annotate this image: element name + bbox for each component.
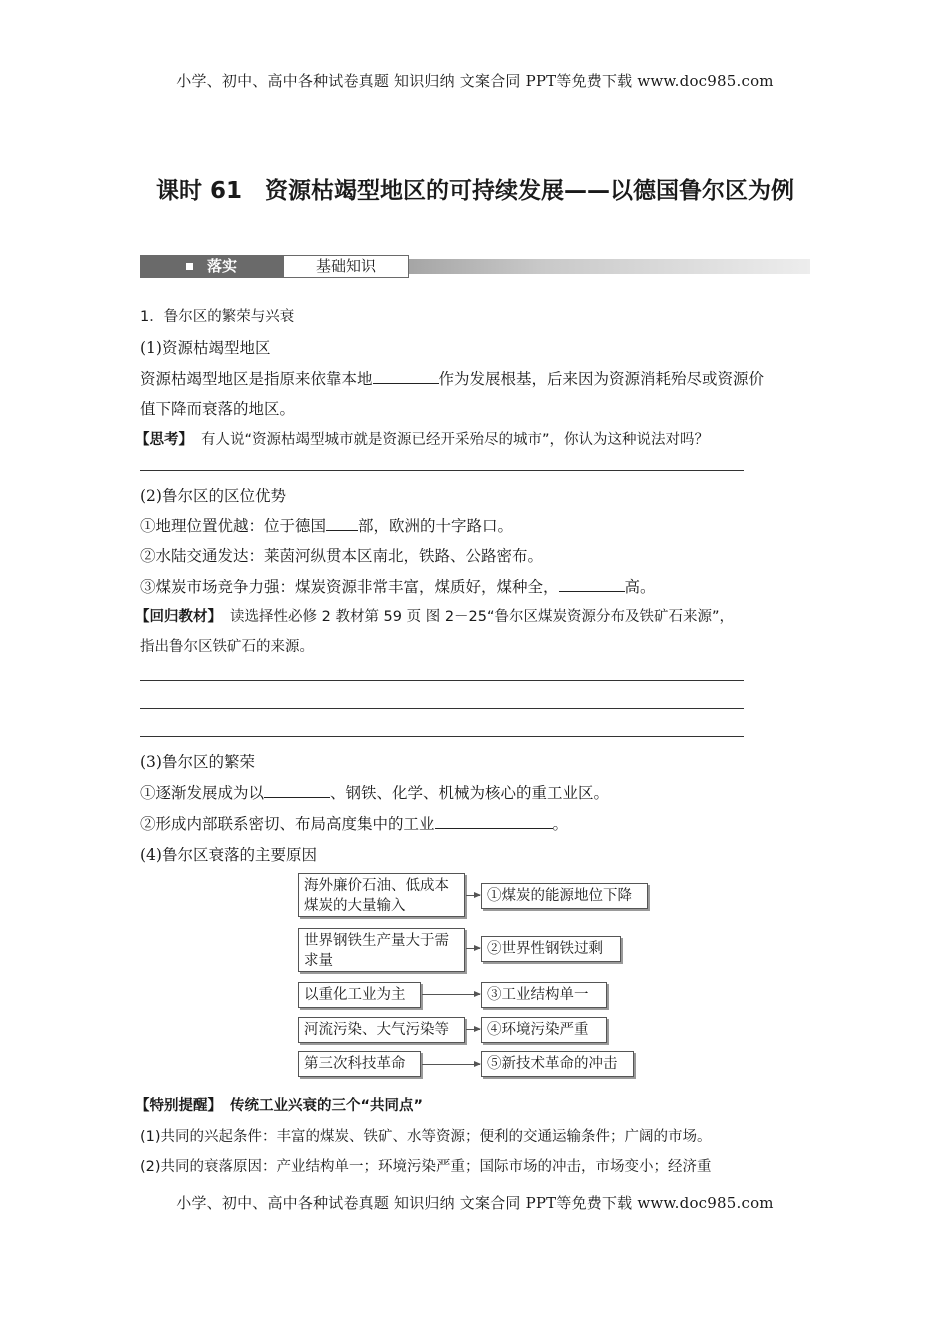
sub2-heading: (2)鲁尔区的区位优势: [140, 487, 286, 505]
answer-line[interactable]: [140, 470, 744, 471]
fill-blank[interactable]: [373, 369, 439, 384]
sub1-heading: (1)资源枯竭型地区: [140, 339, 271, 357]
textbook-label: 【回归教材】: [135, 609, 222, 625]
textbook-line-1: [135, 605, 734, 626]
flow-arrow-5: [422, 1064, 480, 1065]
banner-tag-primary-label: 落实: [206, 257, 237, 275]
reminder-item-1: (1)共同的兴起条件：丰富的煤炭、铁矿、水等资源；便利的交通运输条件；广阔的市场。: [140, 1129, 712, 1145]
page-title: 课时 61 资源枯竭型地区的可持续发展——以德国鲁尔区为例: [155, 178, 794, 204]
fill-blank[interactable]: [264, 783, 330, 798]
sub3-item-2-a: ②形成内部联系密切、布局高度集中的工业: [140, 815, 435, 833]
flow-cause-1: 海外廉价石油、低成本煤炭的大量输入: [298, 873, 465, 917]
sub3-item-1-b: 、钢铁、化学、机械为核心的重工业区。: [330, 784, 610, 802]
section-1-heading: 1．鲁尔区的繁荣与兴衰: [140, 309, 295, 325]
flow-effect-3: ③工业结构单一: [481, 982, 607, 1008]
answer-line[interactable]: [140, 680, 744, 681]
answer-line[interactable]: [140, 736, 744, 737]
page-header: 小学、初中、高中各种试卷真题 知识归纳 文案合同 PPT等免费下载 www.doc985.com: [176, 72, 774, 90]
sub2-item-1-b: 部，欧洲的十字路口。: [358, 517, 514, 535]
flow-cause-4: 河流污染、大气污染等: [298, 1017, 465, 1043]
think-block: [135, 428, 709, 449]
sub3-item-2: [140, 812, 568, 834]
fill-blank[interactable]: [559, 577, 625, 592]
reminder-heading: [135, 1094, 423, 1115]
sub2-item-3-b: 高。: [624, 578, 656, 596]
sub2-item-1-a: ①地理位置优越：位于德国: [140, 517, 327, 535]
fill-blank[interactable]: [435, 814, 553, 829]
sub1-line-1: [140, 367, 764, 389]
think-text: 有人说“资源枯竭型城市就是资源已经开采殆尽的城市”，你认为这种说法对吗？: [201, 432, 710, 448]
reminder-title: 传统工业兴衰的三个“共同点”: [230, 1098, 424, 1114]
banner-tag-secondary: 基础知识: [283, 255, 409, 278]
sub2-item-1: [140, 514, 513, 536]
fill-blank[interactable]: [326, 516, 358, 531]
flow-effect-5: ⑤新技术革命的冲击: [481, 1051, 634, 1077]
flow-arrow-2: [466, 948, 480, 949]
sub2-item-2: ②水陆交通发达：莱茵河纵贯本区南北，铁路、公路密布。: [140, 547, 544, 565]
flow-arrow-3: [422, 994, 480, 995]
section-banner: [140, 255, 810, 278]
flow-cause-5: 第三次科技革命: [298, 1051, 421, 1077]
sub3-item-1-a: ①逐渐发展成为以: [140, 784, 265, 802]
sub1-line-1-a: 资源枯竭型地区是指原来依靠本地: [140, 370, 373, 388]
reminder-item-2: (2)共同的衰落原因：产业结构单一；环境污染严重；国际市场的冲击，市场变小；经济重: [140, 1159, 712, 1175]
sub4-heading: (4)鲁尔区衰落的主要原因: [140, 846, 317, 864]
flow-cause-2: 世界钢铁生产量大于需求量: [298, 928, 465, 972]
banner-tag-primary: [140, 255, 283, 278]
flow-arrow-1: [466, 895, 480, 896]
flow-arrow-4: [466, 1029, 480, 1030]
flow-cause-3: 以重化工业为主: [298, 982, 421, 1008]
sub3-item-1: [140, 781, 609, 803]
sub3-item-2-b: 。: [552, 815, 569, 833]
sub2-item-3-a: ③煤炭市场竞争力强：煤炭资源非常丰富，煤质好，煤种全，: [140, 578, 559, 596]
flow-effect-1: ①煤炭的能源地位下降: [481, 883, 648, 909]
page-footer: 小学、初中、高中各种试卷真题 知识归纳 文案合同 PPT等免费下载 www.doc985.com: [176, 1194, 774, 1212]
textbook-text: 读选择性必修 2 教材第 59 页 图 2－25“鲁尔区煤炭资源分布及铁矿石来源”，: [230, 609, 735, 625]
answer-line[interactable]: [140, 708, 744, 709]
textbook-line-2: 指出鲁尔区铁矿石的来源。: [140, 639, 314, 655]
flow-effect-4: ④环境污染严重: [481, 1017, 607, 1043]
think-label: 【思考】: [135, 432, 193, 448]
sub1-line-1-b: 作为发展根基，后来因为资源消耗殆尽或资源价: [438, 370, 765, 388]
sub1-line-2: 值下降而衰落的地区。: [140, 400, 296, 418]
reminder-label: 【特别提醒】: [135, 1098, 222, 1114]
sub2-item-3: [140, 575, 656, 597]
flow-effect-2: ②世界性钢铁过剩: [481, 936, 621, 962]
sub3-heading: (3)鲁尔区的繁荣: [140, 753, 255, 771]
square-bullet-icon: [186, 263, 193, 270]
